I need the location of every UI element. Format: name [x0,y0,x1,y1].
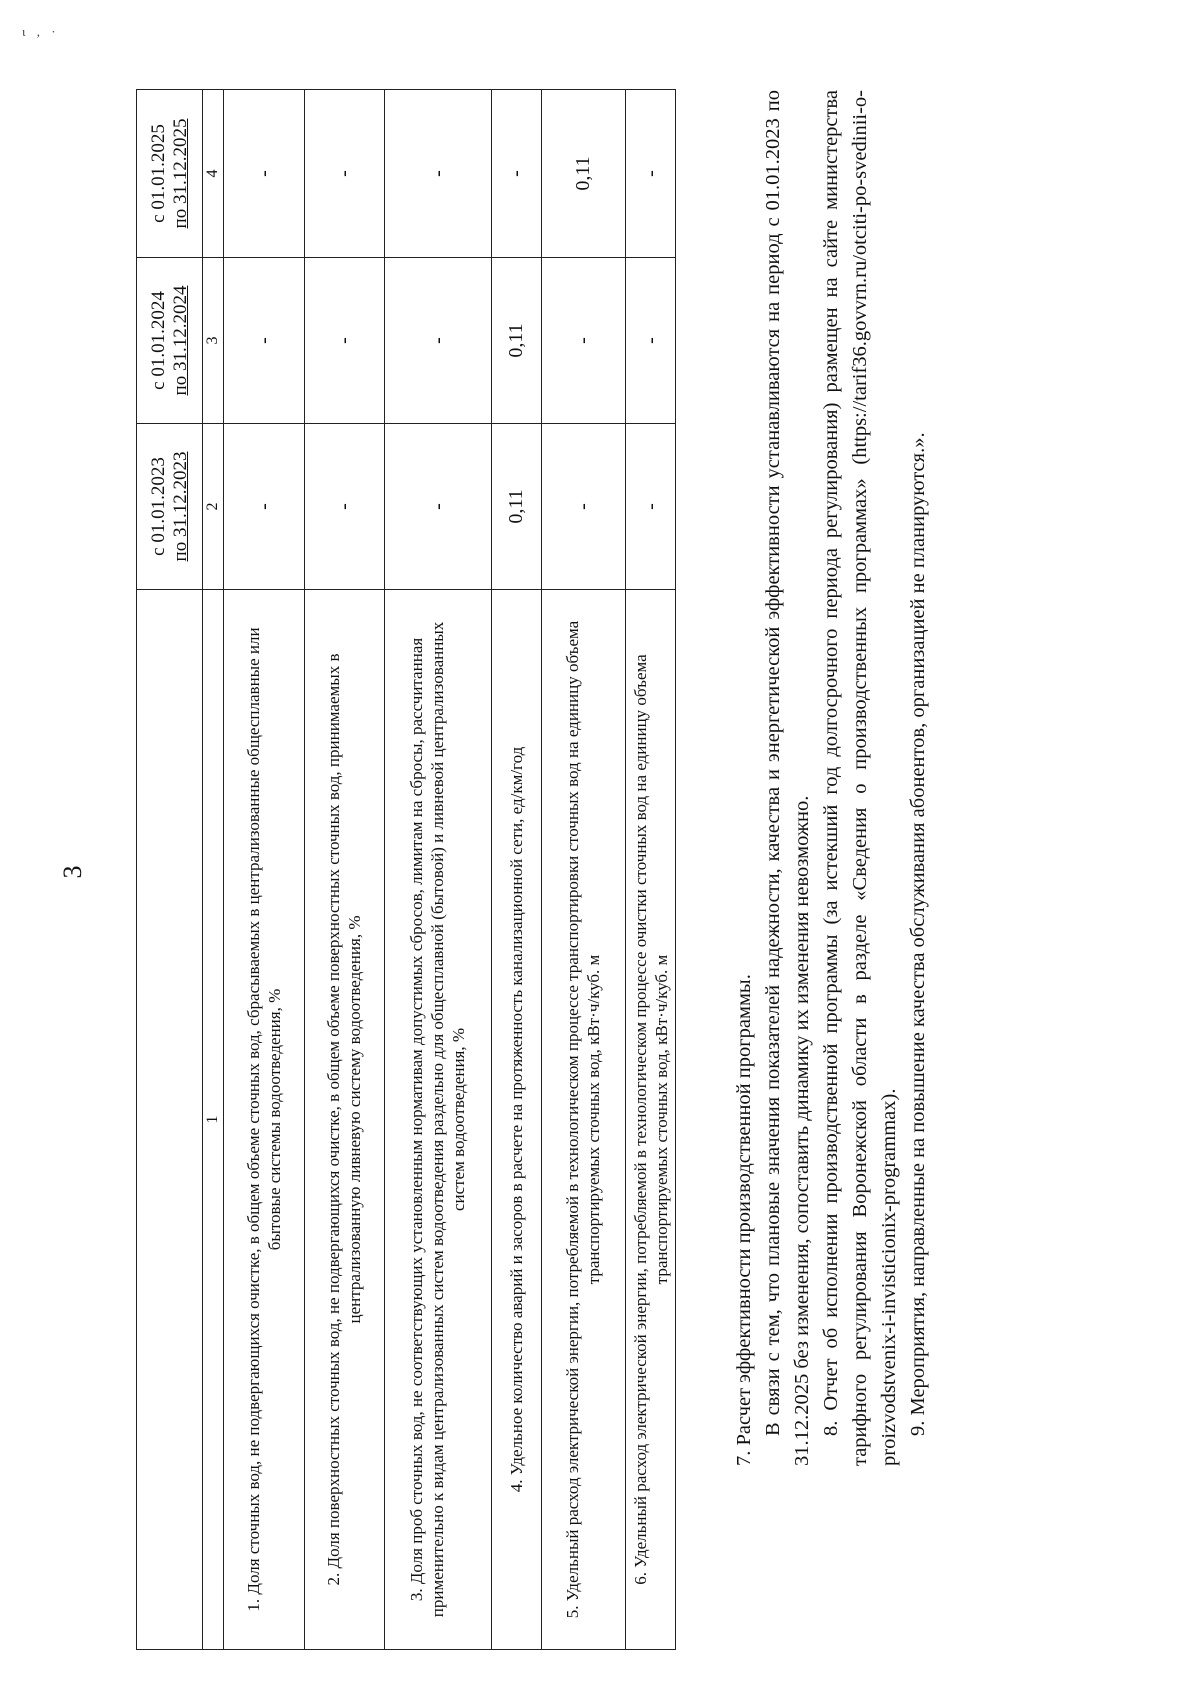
table-row [541,90,625,1650]
indicator-value: - [385,258,492,424]
period-2025-from: с 01.01.2025 [147,124,169,223]
table-header-row [137,90,203,1650]
column-number: 2 [203,424,224,590]
table-row [626,90,676,1650]
section-7-heading: 7. Расчет эффективности производственной программы. [733,974,755,1466]
indicator-value: - [541,258,625,424]
indicator-value: - [304,90,384,258]
header-cell-indicator [137,590,203,1650]
table-row [491,90,541,1650]
header-cell-period-2024 [137,258,203,424]
indicator-value: - [626,424,676,590]
period-2023-to: по 31.12.2023 [169,451,191,562]
indicator-value: 0,11 [491,424,541,590]
section-8-paragraph: 8. Отчет об исполнении производственной программы (за истекший год долгосрочного периода регулирования) размещен на сайте министерства тарифного регулирования Воронежской области в разделе «Сведения о производственных программах» (https://tarif36.govvrn.ru/otciti-po-svedinii-o-proizvodstvenix-i-invisticionix-programmax). [820,90,900,1466]
section-7-paragraph: В связи с тем, что плановые значения показателей надежности, качества и энергетической эффективности устанавливаются на период с 01.01.2023 по 31.12.2025 без изменения, сопоставить динамику их изменения невозможно. [762,90,813,1466]
indicator-description: 1. Доля сточных вод, не подвергающихся очистке, в общем объеме сточных вод, сбрасываемых в централизованные общесплавные или бытовые системы водоотведения, % [224,590,304,1650]
indicator-value: - [224,424,304,590]
page-number: 3 [58,865,87,879]
indicator-value: - [224,258,304,424]
indicator-description: 4. Удельное количество аварий и засоров в расчете на протяженность канализационной сети, ед/км/год [491,590,541,1650]
indicator-description: 5. Удельный расход электрической энергии, потребляемой в технологическом процессе транспортировки сточных вод на единицу объема транспортируемых сточных вод, кВт·ч/куб. м [541,590,625,1650]
period-2023-from: с 01.01.2023 [147,457,169,556]
indicator-description: 3. Доля проб сточных вод, не соответствующих установленным нормативам допустимых сбросов, лимитам на сбросы, рассчитанная применительно к видам централизованных систем водоотведения раздельно для общесплавной (бытовой) и ливневой централизованных систем водоотведения, % [385,590,492,1650]
document-body-text [730,90,933,1466]
column-number: 4 [203,90,224,258]
indicator-value: 0,11 [541,90,625,258]
section-9-paragraph: 9. Мероприятия, направленные на повышение качества обслуживания абонентов, организацией не планируются.». [907,432,929,1436]
table-row [385,90,492,1650]
indicator-value: 0,11 [491,258,541,424]
table-row [224,90,304,1650]
indicator-value: - [541,424,625,590]
indicator-value: - [385,90,492,258]
indicators-table [136,89,676,1650]
table-row [304,90,384,1650]
period-2025-to: по 31.12.2025 [169,118,191,229]
column-number-row [203,90,224,1650]
indicator-value: - [385,424,492,590]
period-2024-to: по 31.12.2024 [169,285,191,396]
indicator-description: 2. Доля поверхностных сточных вод, не подвергающихся очистке, в общем объеме поверхностных сточных вод, принимаемых в централизованную ливневую систему водоотведения, % [304,590,384,1650]
indicator-description: 6. Удельный расход электрической энергии, потребляемой в технологическом процессе очистки сточных вод на единицу объема транспортируемых сточных вод, кВт·ч/куб. м [626,590,676,1650]
indicator-value: - [224,90,304,258]
indicator-value: - [304,258,384,424]
indicator-value: - [491,90,541,258]
column-number: 3 [203,258,224,424]
header-cell-period-2023 [137,424,203,590]
column-number: 1 [203,590,224,1650]
indicator-value: - [626,258,676,424]
indicator-value: - [626,90,676,258]
scan-specks: ι , · [22,24,60,39]
period-2024-from: с 01.01.2024 [147,291,169,390]
header-cell-period-2025 [137,90,203,258]
indicator-value: - [304,424,384,590]
